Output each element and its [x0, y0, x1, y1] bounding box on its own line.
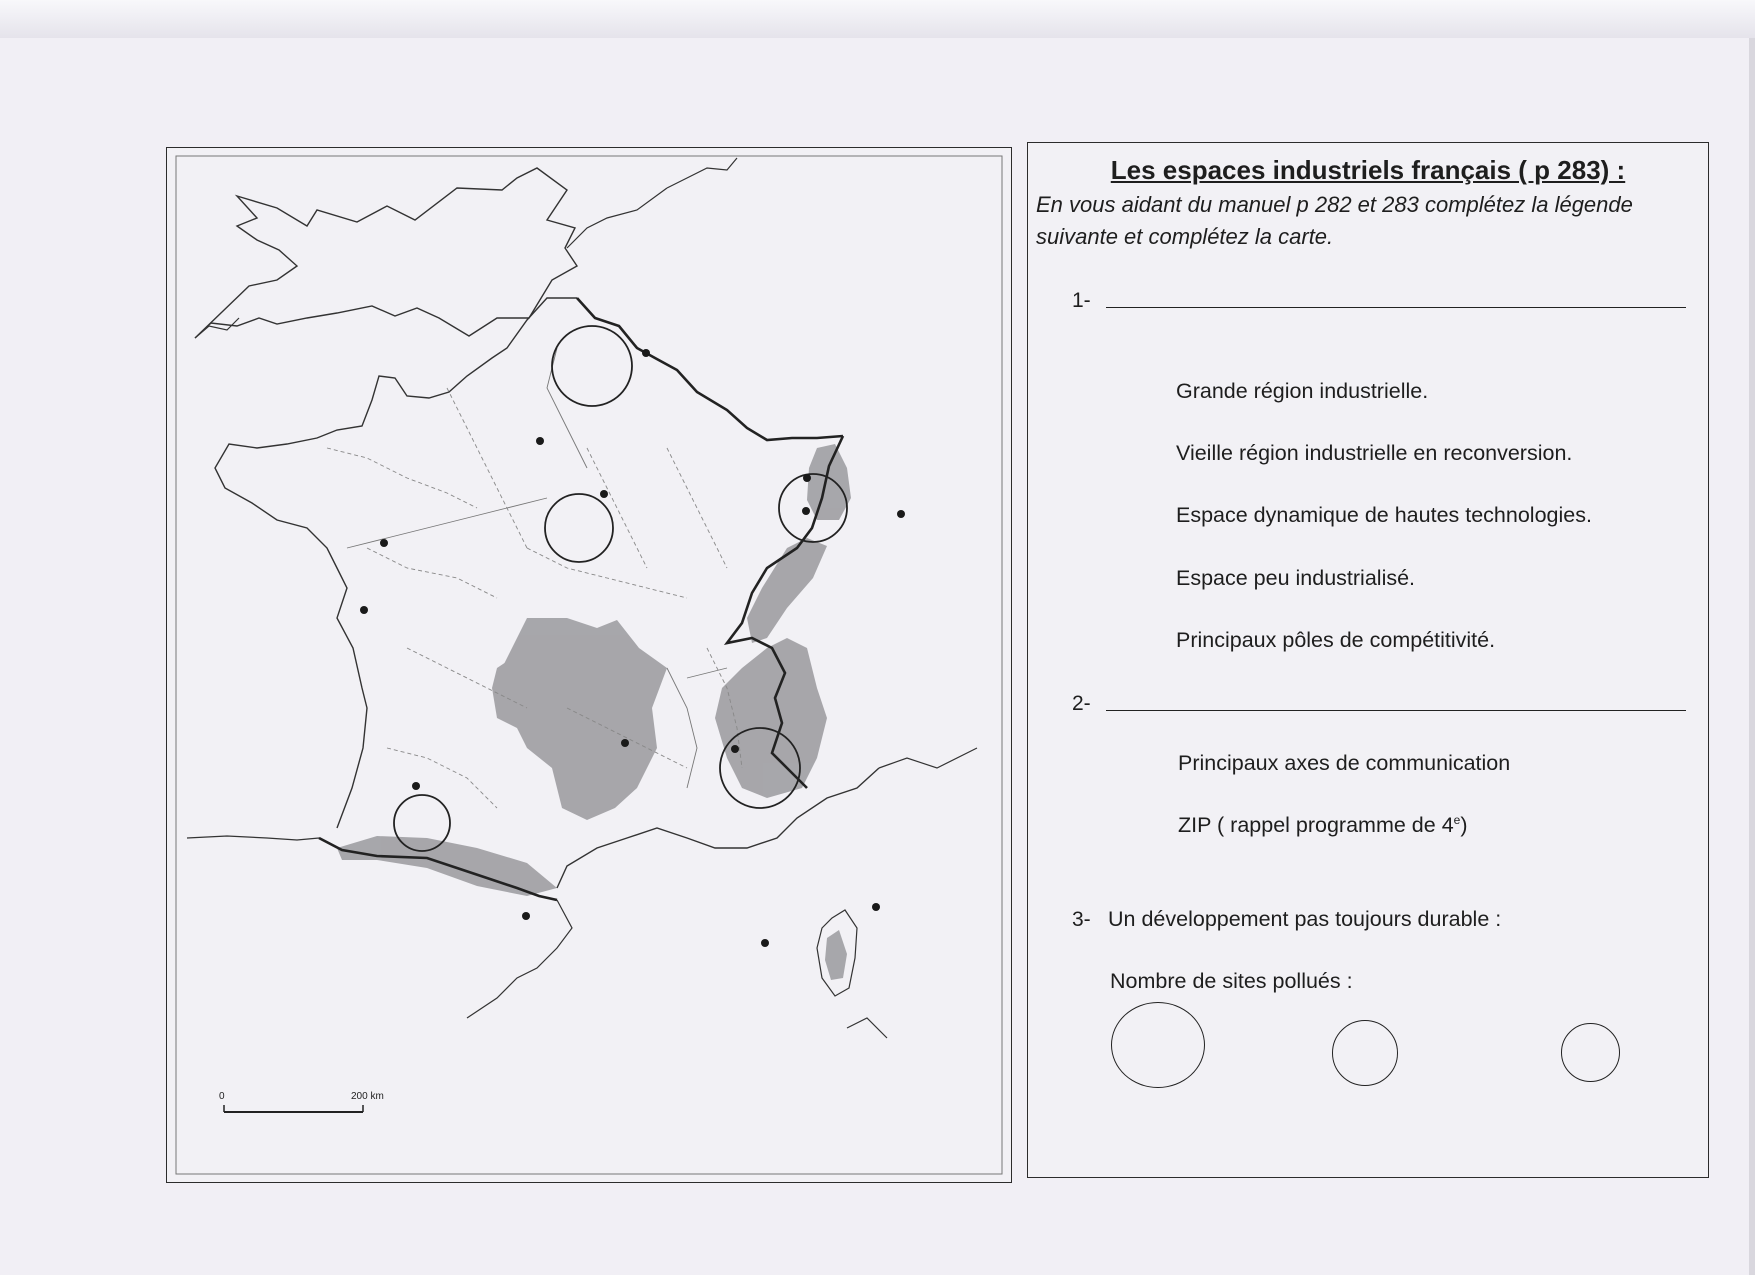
circle-paris	[545, 494, 613, 562]
legend-item-axes-communication: Principaux axes de communication	[1178, 751, 1511, 775]
relief-massif-central	[502, 618, 667, 820]
scale-bar	[219, 1091, 384, 1112]
legend-item-peu-industrialise: Espace peu industrialisé.	[1176, 566, 1416, 590]
city-dot	[412, 782, 420, 790]
great-britain-coast-west	[195, 318, 239, 338]
relief-areas	[337, 444, 851, 980]
section-1-number: 1-	[1072, 289, 1091, 312]
worksheet-instructions: En vous aidant du manuel p 282 et 283 complétez la légende suivante et complétez la carte.	[1036, 192, 1633, 249]
city-dot	[642, 349, 650, 357]
legend-item-hautes-technologies: Espace dynamique de hautes technologies.	[1176, 503, 1592, 527]
netherlands-coast	[567, 188, 667, 248]
legend-item-zip	[1178, 813, 1468, 838]
legend-item-vieille-region: Vieille région industrielle en reconversion.	[1176, 441, 1573, 465]
city-dot	[621, 739, 629, 747]
zip-superscript: e	[1453, 813, 1461, 827]
sardinia-coast	[847, 1018, 887, 1038]
relief-corsica	[825, 930, 847, 980]
section-2-number: 2-	[1072, 692, 1091, 715]
city-dot	[872, 903, 880, 911]
germany-coast	[667, 158, 737, 188]
section-3-heading: Un développement pas toujours durable :	[1108, 907, 1502, 931]
relief-vosges	[807, 444, 851, 520]
great-britain-coast	[195, 168, 577, 338]
page-edge	[1749, 38, 1755, 1275]
france-coast	[215, 298, 577, 828]
zip-text: ZIP ( rappel programme de 4	[1178, 813, 1454, 838]
city-dot	[380, 539, 388, 547]
city-dot	[803, 474, 811, 482]
section-2-answer-line[interactable]	[1106, 710, 1686, 711]
circle-lille	[552, 326, 632, 406]
zip-tail: )	[1460, 813, 1468, 838]
city-dot	[360, 606, 368, 614]
legend-panel	[1027, 142, 1709, 1178]
spain-coast	[187, 836, 319, 840]
france-map	[167, 148, 1011, 1182]
legend-item-poles-competitivite: Principaux pôles de compétitivité.	[1176, 628, 1496, 652]
city-dot	[536, 437, 544, 445]
city-dot	[731, 745, 739, 753]
italy-coast	[879, 748, 977, 768]
section-3-number: 3-	[1072, 908, 1091, 931]
section-1-answer-line[interactable]	[1106, 307, 1686, 308]
pollution-circle-medium	[1332, 1020, 1398, 1086]
pollution-label: Nombre de sites pollués :	[1110, 969, 1353, 993]
city-dot	[600, 490, 608, 498]
city-dot	[802, 507, 810, 515]
pollution-circle-large	[1111, 1002, 1205, 1088]
scanner-top-strip	[0, 0, 1755, 41]
scale-start-label: 0	[219, 1091, 225, 1102]
spain-coast-east	[467, 900, 572, 1018]
worksheet-title: Les espaces industriels français ( p 283) :	[1110, 155, 1626, 185]
legend-item-grande-region: Grande région industrielle.	[1176, 379, 1429, 403]
city-dot	[761, 939, 769, 947]
city-dot	[897, 510, 905, 518]
city-dot	[522, 912, 530, 920]
relief-alps	[715, 638, 827, 798]
scale-end-label: 200 km	[351, 1091, 384, 1102]
pollution-circle-small	[1561, 1023, 1620, 1082]
border-belgium	[577, 298, 843, 440]
france-map-panel	[166, 147, 1012, 1183]
